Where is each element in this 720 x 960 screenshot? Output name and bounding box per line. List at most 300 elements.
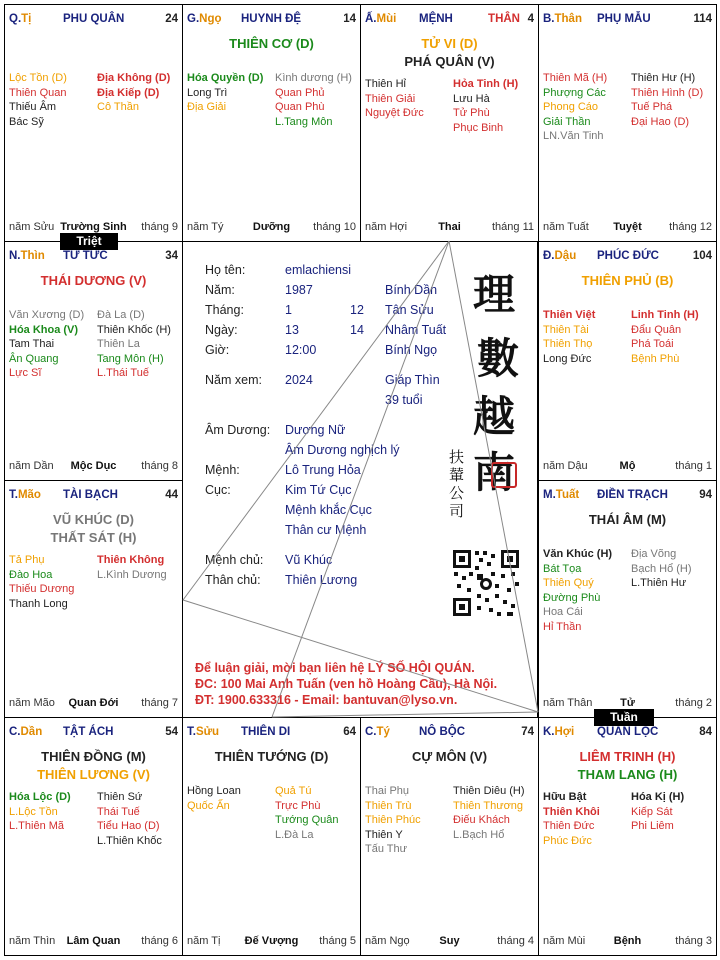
palace-header xyxy=(365,726,534,740)
value-cuc: Kim Tứ Cục xyxy=(285,483,352,497)
contact-phone-email: ĐT: 1900.633316 - Email: bantuvan@lyso.vn. xyxy=(195,693,458,707)
minor-star: Long Đức xyxy=(543,352,592,365)
palace-chi: Tị xyxy=(21,13,32,25)
minor-star: Long Trì xyxy=(187,86,228,99)
seal-text: 扶輦公司 xyxy=(449,448,465,520)
palace-name: PHỤ MẪU xyxy=(597,13,651,25)
palace-can: Đ. xyxy=(543,250,555,262)
label-than-chu: Thân chủ: xyxy=(205,573,261,587)
palace-footer xyxy=(9,935,178,949)
minor-star: Thiên Phúc xyxy=(365,814,421,826)
minor-star: LN.Văn Tinh xyxy=(543,130,604,142)
minor-star: Thiên Hỉ xyxy=(365,78,406,90)
minor-star: Nguyệt Đức xyxy=(365,107,424,119)
dai-han-number: 54 xyxy=(165,726,178,738)
footer-month: tháng 12 xyxy=(669,221,712,233)
footer-phase: Trường Sinh xyxy=(60,221,127,233)
calligraphy-char-1: 理 xyxy=(473,270,516,319)
minor-star: Thiếu Âm xyxy=(9,101,57,113)
minor-star: Tang Môn (H) xyxy=(97,352,164,365)
minor-star: Lộc Tồn (D) xyxy=(9,72,67,84)
footer-year: năm Thìn xyxy=(9,935,56,947)
minor-star: Văn Xương (D) xyxy=(9,309,85,321)
minor-star: Quan Phù xyxy=(275,101,325,113)
minor-star: Thiên Hư (H) xyxy=(631,72,696,84)
footer-year: năm Tuất xyxy=(543,221,589,233)
palace-can-chi xyxy=(543,13,582,25)
palace-ty xyxy=(360,717,539,956)
value-nam: 1987 xyxy=(285,283,313,297)
palace-chi: Sửu xyxy=(195,726,219,738)
value-nam-xem-can: Giáp Thìn xyxy=(385,373,440,387)
minor-star: L.Đà La xyxy=(275,828,314,841)
value-menh: Lô Trung Hỏa xyxy=(285,463,361,477)
palace-can: K. xyxy=(543,726,555,738)
main-star: THIÊN TƯỚNG (D) xyxy=(214,749,329,764)
minor-star: Thiên Hình (D) xyxy=(631,86,704,99)
value-nam-can: Bính Dần xyxy=(385,283,438,297)
label-am-duong: Âm Dương: xyxy=(205,423,271,437)
minor-star: Địa Võng xyxy=(631,548,677,560)
palace-dau xyxy=(538,241,717,481)
minor-star: Kiếp Sát xyxy=(631,805,673,818)
value-am-duong-note: Âm Dương nghịch lý xyxy=(285,443,400,457)
contact-block xyxy=(195,660,497,708)
palace-can: C. xyxy=(365,726,377,738)
triet-marker: Triệt xyxy=(60,233,118,250)
label-thang: Tháng: xyxy=(205,303,244,317)
minor-stars-right xyxy=(97,308,171,381)
palace-can-chi xyxy=(365,13,396,25)
minor-star: Cô Thần xyxy=(97,101,139,113)
minor-star: L.Thiên Khốc xyxy=(97,834,162,847)
palace-can: T. xyxy=(187,726,196,738)
palace-thin xyxy=(4,241,183,481)
value-ho-ten: emlachiensi xyxy=(285,263,352,277)
footer-phase: Đế Vượng xyxy=(244,935,299,947)
minor-stars-left xyxy=(543,308,595,366)
palace-chi: Mão xyxy=(17,489,41,501)
palace-name: PHÚC ĐỨC xyxy=(597,250,659,262)
main-star: THAM LANG (H) xyxy=(577,767,678,782)
palace-than xyxy=(538,4,717,242)
minor-stars-left xyxy=(543,71,607,144)
minor-star: Thiên La xyxy=(97,338,140,350)
minor-star: L.Kình Dương xyxy=(97,568,167,581)
value-thang: 1 xyxy=(285,303,292,317)
qr-code-icon xyxy=(451,548,521,618)
minor-stars-left xyxy=(9,790,71,834)
main-star: THÁI ÂM (M) xyxy=(588,512,667,527)
value-ngay: 13 xyxy=(285,323,299,337)
minor-star: Phi Liêm xyxy=(631,820,674,832)
minor-star: Bác Sỹ xyxy=(9,115,44,128)
minor-star: Quả Tú xyxy=(275,785,312,797)
contact-line-1: Để luận giải, mời bạn liên hệ LÝ SỐ HỘI QUÁN. xyxy=(195,661,475,675)
palace-can: B. xyxy=(543,13,555,25)
footer-month: tháng 9 xyxy=(141,221,178,233)
footer-month: tháng 7 xyxy=(141,697,178,709)
palace-can-chi xyxy=(9,13,31,25)
palace-header xyxy=(543,726,712,740)
palace-name: TỬ TỨC xyxy=(63,250,108,262)
palace-name: MỆNH xyxy=(419,13,453,25)
minor-star: Đại Hao (D) xyxy=(631,115,690,128)
value-thang-can: Tân Sửu xyxy=(385,303,434,317)
minor-star: Hoa Cái xyxy=(543,606,583,618)
minor-star: Địa Kiếp (D) xyxy=(97,86,160,99)
minor-star: Phục Binh xyxy=(453,121,504,134)
footer-month: tháng 4 xyxy=(497,935,534,947)
dai-han-number: 14 xyxy=(343,13,356,25)
minor-star: Lực Sĩ xyxy=(9,367,42,379)
palace-chi: Tý xyxy=(376,726,390,738)
minor-star: L.Thái Tuế xyxy=(97,367,149,379)
minor-star: Tướng Quân xyxy=(275,814,339,826)
minor-star: Tấu Thư xyxy=(365,843,408,855)
main-star: PHÁ QUÂN (V) xyxy=(404,54,495,69)
minor-star: Đường Phù xyxy=(543,591,601,604)
palace-header xyxy=(543,13,712,27)
palace-can-chi xyxy=(365,726,390,738)
footer-phase: Bệnh xyxy=(613,935,642,947)
footer-year: năm Mão xyxy=(9,697,55,709)
minor-star: Phá Toái xyxy=(631,338,674,350)
footer-year: năm Tị xyxy=(187,935,221,947)
palace-footer xyxy=(9,697,178,711)
footer-month: tháng 10 xyxy=(313,221,356,233)
palace-hoi xyxy=(538,717,717,956)
minor-star: Kình dương (H) xyxy=(275,72,352,84)
minor-star: Hồng Loan xyxy=(187,785,241,797)
minor-star: L.Bạch Hổ xyxy=(453,828,505,841)
than-badge: THÂN xyxy=(488,13,520,25)
minor-stars-right xyxy=(275,784,339,842)
footer-phase: Mộc Dục xyxy=(70,460,117,472)
main-stars xyxy=(5,511,182,547)
main-star: CỰ MÔN (V) xyxy=(411,749,488,764)
minor-star: Lưu Hà xyxy=(453,92,490,105)
footer-year: năm Sửu xyxy=(9,221,55,233)
main-star: THIÊN CƠ (D) xyxy=(229,36,314,51)
minor-star: Thiên Trù xyxy=(365,799,412,812)
minor-star: Bệnh Phù xyxy=(631,352,680,365)
footer-year: năm Ngọ xyxy=(365,935,410,947)
value-ngay-can: Nhâm Tuất xyxy=(385,323,447,337)
minor-star: Thai Phụ xyxy=(365,785,410,797)
palace-can-chi xyxy=(543,726,574,738)
minor-star: Hóa Kị (H) xyxy=(631,791,685,803)
palace-header xyxy=(187,13,356,27)
minor-star: Hỏa Tinh (H) xyxy=(453,78,519,90)
minor-stars-right xyxy=(97,553,167,582)
minor-star: Hóa Lộc (D) xyxy=(9,791,71,803)
minor-star: Tam Thai xyxy=(9,338,55,350)
footer-month: tháng 5 xyxy=(319,935,356,947)
palace-chi: Hợi xyxy=(554,726,575,738)
minor-star: Tuế Phá xyxy=(631,101,673,113)
label-ngay: Ngày: xyxy=(205,323,238,337)
calligraphy-char-3: 越 xyxy=(473,392,516,441)
minor-star: Thiên Quan xyxy=(9,86,67,99)
minor-star: Địa Giải xyxy=(187,101,227,113)
palace-can-chi xyxy=(543,250,576,262)
minor-star: Văn Khúc (H) xyxy=(543,548,613,560)
minor-stars-right xyxy=(631,547,692,591)
minor-star: L.Tang Môn xyxy=(275,115,333,128)
minor-stars-left xyxy=(543,790,600,848)
footer-phase: Lâm Quan xyxy=(66,935,121,947)
footer-phase: Quan Đới xyxy=(68,697,119,709)
minor-stars-right xyxy=(453,784,525,842)
footer-month: tháng 8 xyxy=(141,460,178,472)
minor-star: Thiên Mã (H) xyxy=(543,72,608,84)
palace-name: QUAN LỘC xyxy=(597,726,659,738)
footer-month: tháng 6 xyxy=(141,935,178,947)
label-menh-chu: Mệnh chủ: xyxy=(205,553,264,567)
palace-suu xyxy=(182,717,361,956)
dai-han-number: 34 xyxy=(165,250,178,262)
palace-footer xyxy=(365,221,534,235)
label-nam-xem: Năm xem: xyxy=(205,373,262,387)
palace-can-chi xyxy=(187,13,222,25)
palace-footer xyxy=(543,935,712,949)
footer-month: tháng 1 xyxy=(675,460,712,472)
label-menh: Mệnh: xyxy=(205,463,240,477)
dai-han-number: 74 xyxy=(521,726,534,738)
minor-star: Tả Phụ xyxy=(9,554,45,566)
minor-star: Quan Phủ xyxy=(275,86,325,99)
palace-can-chi xyxy=(9,489,41,501)
main-stars xyxy=(361,35,538,71)
palace-name: THIÊN DI xyxy=(241,726,291,738)
footer-year: năm Dậu xyxy=(543,460,588,472)
main-stars xyxy=(183,35,360,53)
minor-star: Đà La (D) xyxy=(97,309,145,321)
palace-can: M. xyxy=(543,489,556,501)
footer-month: tháng 11 xyxy=(491,221,534,233)
minor-star: Hóa Khoa (V) xyxy=(9,323,79,336)
footer-year: năm Tý xyxy=(187,221,224,233)
value-menh-chu: Vũ Khúc xyxy=(285,553,333,567)
palace-name: NÔ BỘC xyxy=(419,726,465,738)
palace-can: Q. xyxy=(9,13,22,25)
minor-star: Thiên Không xyxy=(97,554,165,566)
main-star: THIÊN LƯƠNG (V) xyxy=(37,767,150,782)
footer-month: tháng 3 xyxy=(675,935,712,947)
minor-star: Bạch Hổ (H) xyxy=(631,562,692,575)
palace-mui xyxy=(360,4,539,242)
palace-footer xyxy=(187,935,356,949)
palace-header xyxy=(187,726,356,740)
value-ngay-am: 14 xyxy=(350,323,364,337)
value-am-duong: Dương Nữ xyxy=(285,423,346,437)
tuan-marker: Tuần xyxy=(594,709,654,726)
value-than-cu: Thân cư Mệnh xyxy=(285,523,367,537)
palace-header xyxy=(9,13,178,27)
footer-year: năm Mùi xyxy=(543,935,586,947)
minor-stars-left xyxy=(187,71,263,115)
minor-star: Phượng Các xyxy=(543,86,606,99)
dai-han-number: 44 xyxy=(165,489,178,501)
minor-star: Phúc Đức xyxy=(543,834,592,847)
minor-stars-left xyxy=(9,308,84,381)
main-stars xyxy=(5,272,182,290)
footer-year: năm Thân xyxy=(543,697,593,709)
main-star: THIÊN PHỦ (B) xyxy=(581,273,674,288)
dai-han-number: 114 xyxy=(693,13,712,25)
minor-star: Thiên Y xyxy=(365,828,403,841)
calligraphy-char-4: 南 xyxy=(473,448,516,497)
footer-phase: Tuyệt xyxy=(613,221,642,233)
palace-name: ĐIỀN TRẠCH xyxy=(597,489,668,501)
palace-chi: Dậu xyxy=(554,250,577,262)
minor-star: Thiên Khôi xyxy=(543,805,600,818)
palace-can-chi xyxy=(9,726,42,738)
minor-star: Tiểu Hao (D) xyxy=(97,820,160,832)
palace-footer xyxy=(543,221,712,235)
palace-chi: Dần xyxy=(20,726,43,738)
calligraphy-char-2: 數 xyxy=(477,334,520,383)
dai-han-number: 24 xyxy=(165,13,178,25)
minor-stars-left xyxy=(9,71,67,129)
value-gio-can: Bính Ngọ xyxy=(385,343,438,357)
minor-stars-right xyxy=(97,790,162,848)
main-stars xyxy=(5,748,182,784)
palace-chi: Thìn xyxy=(20,250,45,262)
minor-star: Thiếu Dương xyxy=(9,583,75,595)
minor-star: Giải Thần xyxy=(543,115,591,128)
minor-star: Bát Tọa xyxy=(543,562,582,575)
palace-footer xyxy=(9,460,178,474)
minor-stars-right xyxy=(97,71,170,115)
palace-can: G. xyxy=(187,13,200,25)
palace-name: HUYNH ĐỆ xyxy=(241,13,302,25)
footer-year: năm Dần xyxy=(9,460,54,472)
minor-stars-left xyxy=(365,784,421,857)
red-seal-icon xyxy=(491,462,517,488)
minor-star: Đẩu Quân xyxy=(631,323,682,336)
palace-header xyxy=(9,489,178,503)
palace-can: N. xyxy=(9,250,21,262)
main-star: TỬ VI (D) xyxy=(421,36,478,51)
value-nam-xem: 2024 xyxy=(285,373,313,387)
minor-star: Thiên Việt xyxy=(543,309,596,321)
palace-header xyxy=(543,250,712,264)
main-star: THIÊN ĐỒNG (M) xyxy=(41,749,146,764)
palace-dan xyxy=(4,717,183,956)
minor-star: Thiên Sứ xyxy=(97,791,143,803)
footer-phase: Tử xyxy=(620,697,635,709)
footer-month: tháng 2 xyxy=(675,697,712,709)
minor-star: L.Lộc Tồn xyxy=(9,805,58,818)
palace-can: Ấ. xyxy=(365,13,377,25)
dai-han-number: 94 xyxy=(699,489,712,501)
main-stars xyxy=(539,748,716,784)
palace-chi: Thân xyxy=(554,13,582,25)
palace-footer xyxy=(187,221,356,235)
minor-stars-right xyxy=(453,77,518,135)
palace-can: T. xyxy=(9,489,18,501)
main-star: THẤT SÁT (H) xyxy=(50,530,137,545)
minor-star: L.Thiên Mã xyxy=(9,820,65,832)
label-gio: Giờ: xyxy=(205,343,230,357)
minor-stars-left xyxy=(187,784,241,813)
minor-star: Thái Tuế xyxy=(97,805,140,818)
minor-star: Thiên Thọ xyxy=(543,338,593,350)
palace-mao xyxy=(4,480,183,718)
minor-star: Quốc Ấn xyxy=(187,799,230,812)
main-stars xyxy=(183,748,360,766)
palace-name: TẬT ÁCH xyxy=(63,726,114,738)
minor-star: L.Thiên Hư xyxy=(631,577,687,589)
minor-star: Địa Không (D) xyxy=(97,72,171,84)
palace-header xyxy=(543,489,712,503)
minor-star: Thanh Long xyxy=(9,597,68,610)
palace-header xyxy=(9,250,178,264)
value-tuoi: 39 tuổi xyxy=(385,393,423,407)
minor-star: Thiên Diêu (H) xyxy=(453,785,525,797)
value-than-chu: Thiên Lương xyxy=(285,573,358,587)
minor-star: Linh Tinh (H) xyxy=(631,309,699,321)
value-cuc-note: Mệnh khắc Cục xyxy=(285,503,372,517)
label-cuc: Cục: xyxy=(205,483,231,497)
minor-star: Điếu Khách xyxy=(453,814,510,826)
minor-stars-left xyxy=(365,77,424,121)
palace-can: C. xyxy=(9,726,21,738)
minor-star: Thiên Giải xyxy=(365,92,416,105)
minor-star: Tử Phù xyxy=(453,107,490,119)
minor-star: Trực Phù xyxy=(275,799,321,812)
palace-name: PHU QUÂN xyxy=(63,13,125,25)
main-stars xyxy=(539,511,716,529)
center-info-panel xyxy=(182,241,538,718)
minor-star: Ân Quang xyxy=(9,352,59,365)
minor-star: Đào Hoa xyxy=(9,568,53,581)
dai-han-number: 104 xyxy=(692,250,712,262)
label-nam: Năm: xyxy=(205,283,235,297)
minor-star: Hỉ Thần xyxy=(543,620,582,633)
palace-header xyxy=(9,726,178,740)
footer-year: năm Hợi xyxy=(365,221,408,233)
main-star: THÁI DƯƠNG (V) xyxy=(40,273,147,288)
palace-can-chi xyxy=(9,250,45,262)
main-stars xyxy=(539,272,716,290)
main-star: VŨ KHÚC (D) xyxy=(53,512,134,527)
value-thang-am: 12 xyxy=(350,303,364,317)
minor-stars-right xyxy=(631,790,684,834)
value-gio: 12:00 xyxy=(285,343,317,357)
minor-stars-left xyxy=(543,547,612,634)
footer-phase: Thai xyxy=(438,221,461,233)
minor-stars-right xyxy=(631,71,703,129)
footer-phase: Suy xyxy=(439,935,460,947)
minor-star: Hóa Quyền (D) xyxy=(187,72,264,84)
palace-ti xyxy=(4,4,183,242)
minor-stars-right xyxy=(275,71,352,129)
main-star: LIÊM TRINH (H) xyxy=(579,749,676,764)
palace-footer xyxy=(365,935,534,949)
dai-han-number: 64 xyxy=(343,726,356,738)
minor-stars-right xyxy=(631,308,699,366)
footer-phase: Mộ xyxy=(619,460,636,472)
palace-tuat xyxy=(538,480,717,718)
palace-can-chi xyxy=(543,489,579,501)
palace-chi: Ngọ xyxy=(199,13,222,25)
minor-star: Hữu Bật xyxy=(543,791,587,803)
main-stars xyxy=(361,748,538,766)
contact-address: ĐC: 100 Mai Anh Tuấn (ven hồ Hoàng Cầu), Hà Nội. xyxy=(195,677,498,691)
